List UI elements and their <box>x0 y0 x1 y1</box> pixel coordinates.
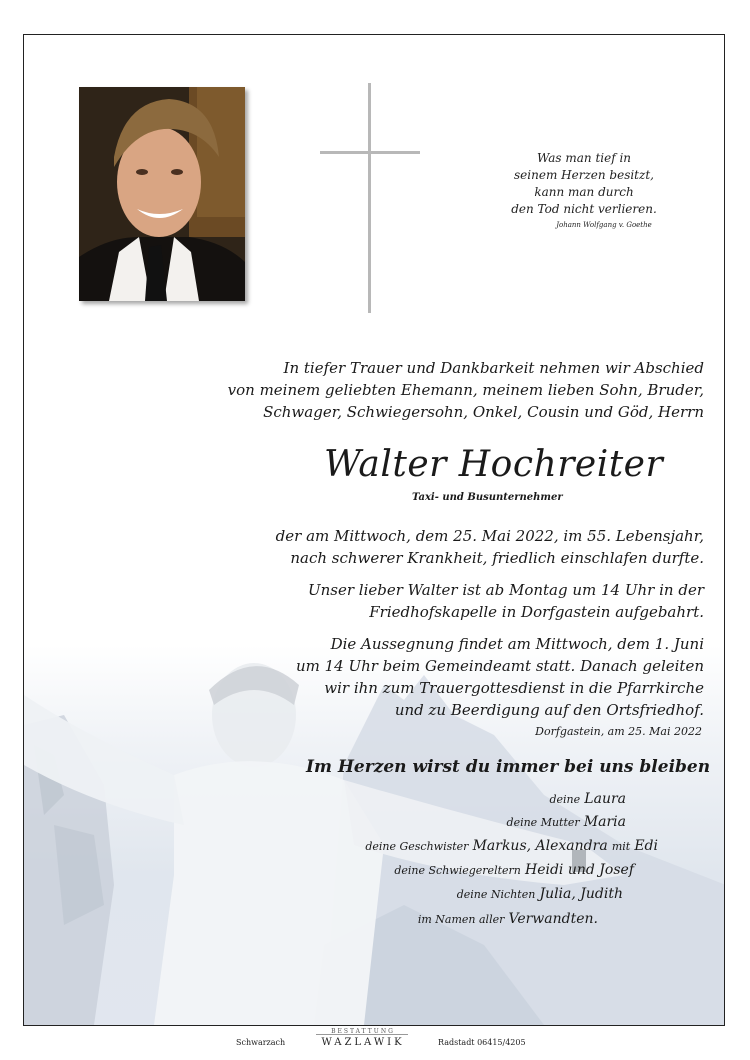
family-line <box>263 883 623 906</box>
motto: Im Herzen wirst du immer bei uns bleiben <box>306 757 711 777</box>
quote-line: kann man durch <box>534 185 634 199</box>
family-names: Julia, Judith <box>539 886 623 902</box>
cross-icon <box>320 83 420 313</box>
family-relation: deine <box>549 793 581 806</box>
paragraph-line: wir ihn zum Trauergottesdienst in die Pfarrkirche <box>324 679 704 697</box>
family-names: Edi <box>634 838 658 854</box>
intro-line: Schwager, Schwiegersohn, Onkel, Cousin und Göd, Herrn <box>263 403 704 421</box>
quote-line: Was man tief in <box>536 151 632 165</box>
family-names: Laura <box>584 791 626 807</box>
funeral-home-logo <box>298 1028 428 1048</box>
paragraph-line: Die Aussegnung findet am Mittwoch, dem 1. Juni <box>330 635 704 653</box>
intro-line: In tiefer Trauer und Dankbarkeit nehmen wir Abschied <box>283 359 704 377</box>
portrait-photo <box>79 87 245 301</box>
family-relation: deine Mutter <box>506 816 580 829</box>
intro-text <box>144 357 704 423</box>
family-names: Maria <box>583 814 626 830</box>
viewing-paragraph <box>204 579 704 623</box>
paragraph-line: nach schwerer Krankheit, friedlich einschlafen durfte. <box>290 549 704 567</box>
family-names: Heidi und Josef <box>525 862 634 878</box>
obituary-card <box>23 34 725 1026</box>
logo-brand: WAZLAWIK <box>321 1037 405 1048</box>
family-line <box>238 908 598 931</box>
funeral-paragraph <box>204 633 704 721</box>
death-paragraph <box>204 525 704 569</box>
family-connector: mit <box>611 840 631 853</box>
logo-tagline: BESTATTUNG <box>331 1028 395 1035</box>
family-line <box>274 859 634 882</box>
footer-location-left: Schwarzach <box>236 1038 286 1047</box>
deceased-name: Walter Hochreiter <box>324 444 664 485</box>
family-relation: deine Nichten <box>456 888 536 901</box>
quote-line: den Tod nicht verlieren. <box>511 202 657 216</box>
deceased-profession: Taxi- und Busunternehmer <box>412 492 563 503</box>
paragraph-line: Friedhofskapelle in Dorfgastein aufgebahrt. <box>369 603 704 621</box>
footer <box>0 1028 750 1058</box>
family-line <box>266 788 626 811</box>
goethe-quote <box>484 150 684 231</box>
family-names: Markus, Alexandra <box>472 838 608 854</box>
quote-author: Johann Wolfgang v. Goethe <box>556 221 652 229</box>
family-line <box>266 811 626 834</box>
quote-line: seinem Herzen besitzt, <box>514 168 654 182</box>
paragraph-line: Unser lieber Walter ist ab Montag um 14 Uhr in der <box>307 581 704 599</box>
paragraph-line: der am Mittwoch, dem 25. Mai 2022, im 55. Lebensjahr, <box>275 527 704 545</box>
dateline: Dorfgastein, am 25. Mai 2022 <box>535 725 702 738</box>
intro-line: von meinem geliebten Ehemann, meinem lieben Sohn, Bruder, <box>227 381 704 399</box>
paragraph-line: und zu Beerdigung auf den Ortsfriedhof. <box>394 701 704 719</box>
family-relation: deine Schwiegereltern <box>394 864 521 877</box>
family-relation: im Namen aller <box>417 913 505 926</box>
footer-location-right: Radstadt 06415/4205 <box>438 1038 526 1047</box>
family-names: Verwandten. <box>508 911 598 927</box>
paragraph-line: um 14 Uhr beim Gemeindeamt statt. Danach geleiten <box>295 657 704 675</box>
family-relation: deine Geschwister <box>365 840 469 853</box>
family-line <box>298 835 658 858</box>
